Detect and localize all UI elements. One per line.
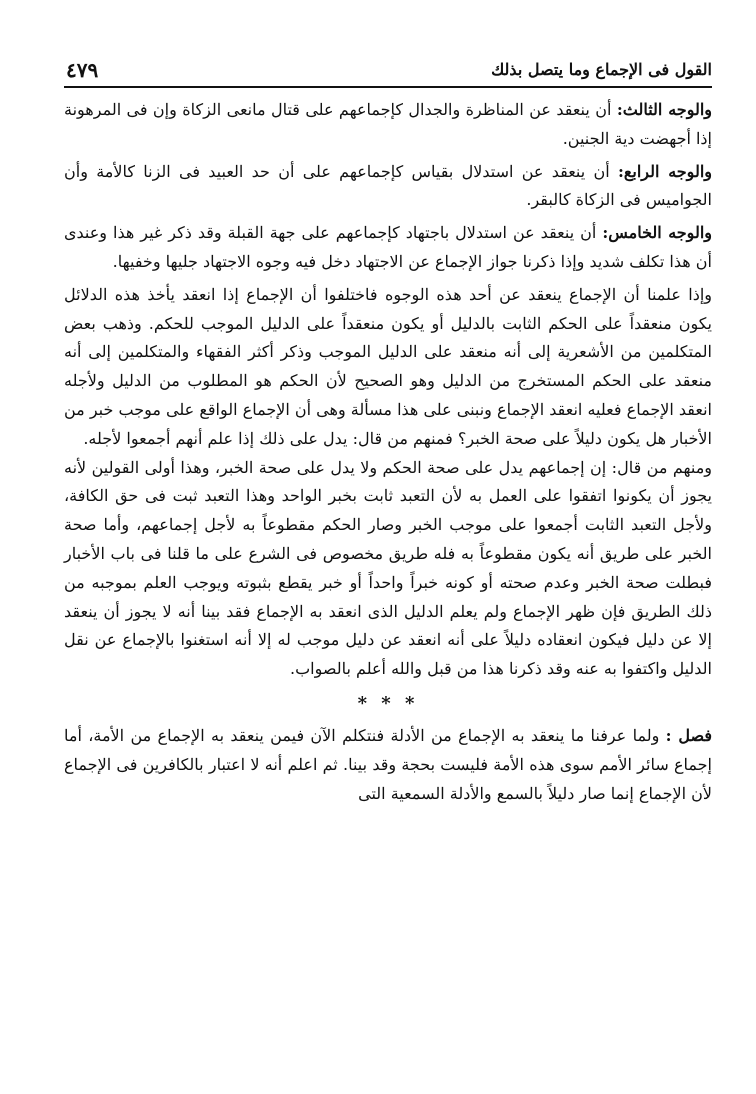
paragraph-lead: والوجه الخامس:: [602, 223, 712, 243]
paragraph-third-aspect: [64, 96, 712, 154]
page-body: [64, 88, 712, 808]
paragraph-text: ومنهم من قال: إن إجماعهم يدل على صحة الحكم ولا يدل على صحة الخبر، وهذا أولى القولين لأنه يجوز أن يكونوا اتفقوا على العمل به لأن التعبد ثابت بخبر الواحد وهذا التعبد ثبت فى حق الكافة، ولأجل التعبد الثابت أجمعوا على موجب الخبر وصار الحكم مقطوعاً به لأجل إجماعهم، وأما صحة الخبر على طريق أنه يكون مقطوعاً به فله طريق مخصوص فى الشرع على ما قلنا فى باب الأخبار فبطلت صحة الخبر وعدم صحته أو كونه خبراً واحداً أو خبر يقطع بثبوته ويوجب العلم بموجبه من ذلك الطريق فإن ظهر الإجماع ولم يعلم الدليل الذى انعقد به الإجماع فقد بينا أنه لا يجوز أن ينعقد إلا عن دليل فيكون انعقاده دليلاً على أنه انعقد عن دليل موجب له إلا أنه استغنوا بالإجماع عن نقل الدليل واكتفوا به عنه وقد ذكرنا هذا من قبل والله أعلم بالصواب.: [64, 457, 713, 679]
paragraph-fifth-aspect: [64, 219, 712, 277]
paragraph-text: أن ينعقد عن استدلال باجتهاد كإجماعهم على جهة القبلة وقد ذكر غير هذا وعندى أن هذا تكلف شديد وإذا ذكرنا جواز الإجماع عن الاجتهاد دخل فيه وجوه الاجتهاد جليها وخفيها.: [64, 223, 712, 271]
paragraph-chapter: [64, 722, 712, 808]
paragraph-lead: والوجه الرابع:: [617, 161, 712, 181]
running-title: القول فى الإجماع وما يتصل بذلك: [491, 60, 712, 79]
paragraph-text: أن ينعقد عن استدلال بقياس كإجماعهم على أن حد العبيد فى الزنا كالأمة وأن الجواميس فى الزكاة كالبقر.: [64, 161, 712, 210]
paragraph-lead: فصل :: [665, 725, 713, 745]
paragraph-second-opinion: [64, 454, 712, 684]
paragraph-text: وإذا علمنا أن الإجماع ينعقد عن أحد هذه الوجوه فاختلفوا أن الإجماع إذا انعقد يأخذ هذه الدلائل يكون منعقداً على الحكم الثابت بالدليل أو يكون منعقداً على الدليل الموجب للحكم. وذهب بعض المتكلمين من الأشعرية إلى أنه منعقد على الدليل الموجب وذكر أكثر الفقهاء والمتكلمين إلى أنه منعقد على الحكم المستخرج من الدليل وهو الصحيح لأن الحكم هو المطلوب من الدليل ولأجله انعقد الإجماع فعليه انعقد الإجماع ونبنى على هذا مسألة وهى أن الإجماع الواقع على موجب خبر من الأخبار هل يكون دليلاً على صحة الخبر؟ فمنهم من قال: يدل على ذلك إذا علم أنهم أجمعوا لأجله.: [64, 284, 712, 448]
book-page: [64, 52, 712, 1082]
paragraph-fourth-aspect: [64, 158, 712, 216]
page-number: ٤٧٩: [66, 58, 99, 82]
paragraph-text: أن ينعقد عن المناظرة والجدال كإجماعهم على قتال مانعى الزكاة وإن فى المرهونة إذا أجهضت دية الجنين.: [64, 100, 712, 148]
paragraph-text: ولما عرفنا ما ينعقد به الإجماع من الأدلة فنتكلم الآن فيمن ينعقد به الإجماع من الأمة، أما إجماع سائر الأمم سوى هذه الأمة فليست بحجة وقد بينا. ثم اعلم أنه لا اعتبار بالكافرين فى الإجماع لأن الإجماع إنما صار دليلاً بالسمع والأدلة السمعية التى: [64, 725, 712, 803]
section-separator: * * *: [357, 692, 419, 714]
paragraph-consensus-basis: [64, 281, 712, 454]
paragraph-lead: والوجه الثالث:: [616, 100, 713, 119]
page-header: [64, 52, 712, 88]
